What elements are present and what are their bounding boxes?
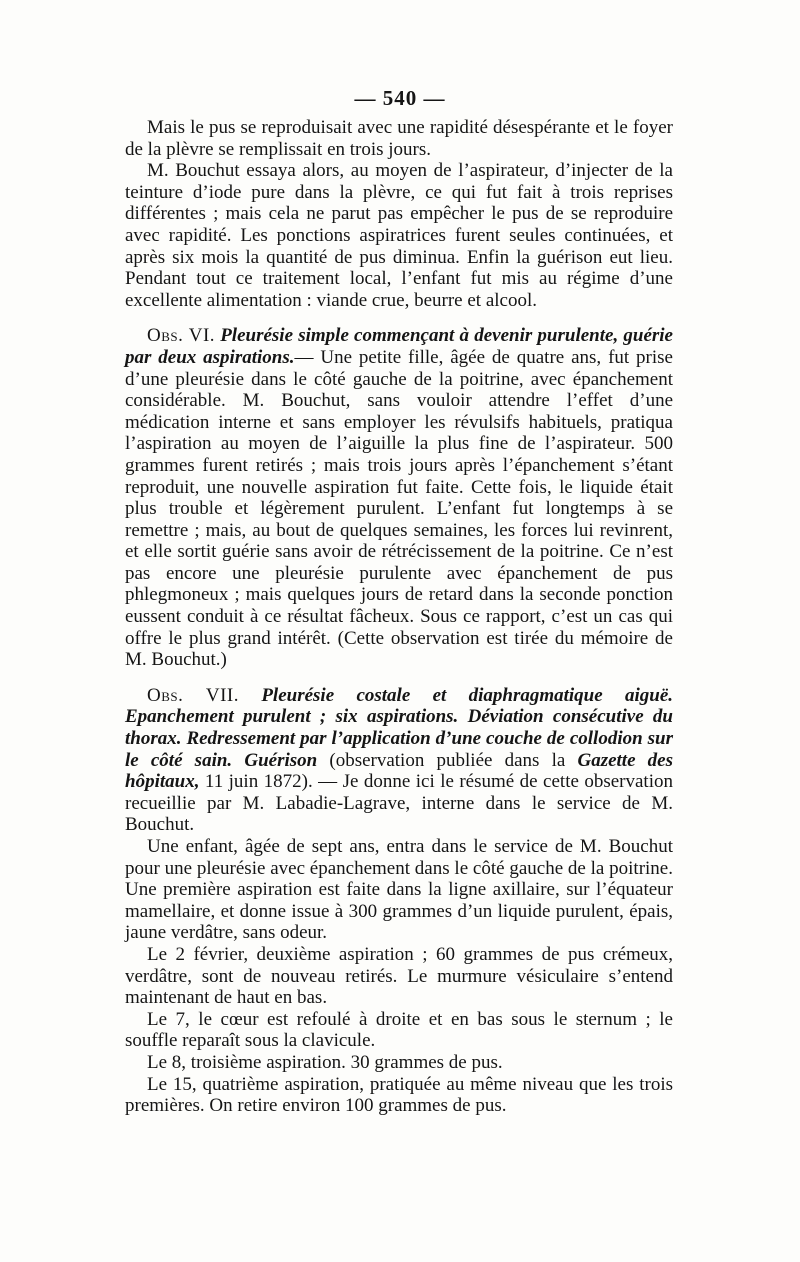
paragraph: Le 15, quatrième aspiration, pratiquée au même niveau que les trois premières. On retire environ 100 grammes de pus.: [125, 1073, 673, 1117]
observation-body: 11 juin 1872). — Je donne ici le résumé de cette observation recueillie par M. Labadie-Lagrave, interne dans le service de M. Bouchut.: [125, 771, 673, 836]
paragraph: M. Bouchut essaya alors, au moyen de l’aspirateur, d’injecter de la teinture d’iode pure dans la plèvre, ce qui fut fait à trois reprises différentes ; mais cela ne parut pas empêcher le pus de se reproduire avec rapidité. Les ponctions aspiratrices furent seules continuées, et après six mois la quantité de pus diminua. Enfin la guérison eut lieu. Pendant tout ce traitement local, l’enfant fut mis au régime d’une excellente alimentation : viande crue, beurre et alcool.: [125, 160, 673, 311]
observation-6: [125, 325, 673, 671]
observation-label: Obs. VII.: [147, 684, 239, 706]
paragraph: Mais le pus se reproduisait avec une rapidité désespérante et le foyer de la plèvre se remplissait en trois jours.: [125, 117, 673, 160]
page-number: — 540 —: [354, 86, 446, 110]
paragraph: Le 8, troisième aspiration. 30 grammes de pus.: [147, 1051, 503, 1073]
observation-title: Pleurésie costale et diaphragmatique aiguë. Epanchement purulent ; six aspirations. Déviation consécutive du thorax. Redressement par l’application d’une couche de collodion sur le côté sain. Guérison: [125, 684, 674, 771]
observation-body: — Une petite fille, âgée de quatre ans, fut prise d’une pleurésie dans le côté gauche de la poitrine, avec épanchement considérable. M. Bouchut, sans vouloir attendre l’effet d’une médication interne et sans employer les révulsifs habituels, pratiqua l’aspiration au moyen de l’aiguille la plus fine de l’aspirateur. 500 grammes furent retirés ; mais trois jours après l’épanchement s’étant reproduit, une nouvelle aspiration fut faite. Cette fois, le liquide était plus trouble et légèrement purulent. L’enfant fut longtemps à se remettre ; mais, au bout de quelques semaines, les forces lui revinrent, et elle sortit guérie sans avoir de rétrécissement de la poitrine. Ce n’est pas encore une pleurésie purulente avec épanchement de pus phlegmoneux ; mais quelques jours de retard dans la seconde ponction eussent conduit à ce résultat fâcheux. Sous ce rapport, c’est un cas qui offre le plus grand intérêt. (Cette observation est tirée du mémoire de M. Bouchut.): [125, 346, 673, 671]
journal-title: Gazette des hôpitaux,: [125, 749, 673, 793]
body-text: [125, 117, 673, 1117]
paragraph: Une enfant, âgée de sept ans, entra dans le service de M. Bouchut pour une pleurésie avec épanchement dans le côté gauche de la poitrine. Une première aspiration est faite dans la ligne axillaire, sur l’équateur mamellaire, et donne issue à 300 grammes d’un liquide purulent, épais, jaune verdâtre, sans odeur.: [125, 836, 673, 944]
observation-7: [125, 685, 673, 836]
paragraph: Le 7, le cœur est refoulé à droite et en bas sous le sternum ; le souffle reparaît sous la clavicule.: [125, 1008, 673, 1052]
paragraph: Le 2 février, deuxième aspiration ; 60 grammes de pus crémeux, verdâtre, sont de nouveau retirés. Le murmure vésiculaire s’entend maintenant de haut en bas.: [125, 943, 673, 1009]
observation-label: Obs. VI.: [147, 325, 216, 347]
observation-body: (observation publiée dans la: [317, 749, 578, 771]
observation-title: Pleurésie simple commençant à devenir purulente, guérie par deux aspirations.: [125, 325, 673, 368]
